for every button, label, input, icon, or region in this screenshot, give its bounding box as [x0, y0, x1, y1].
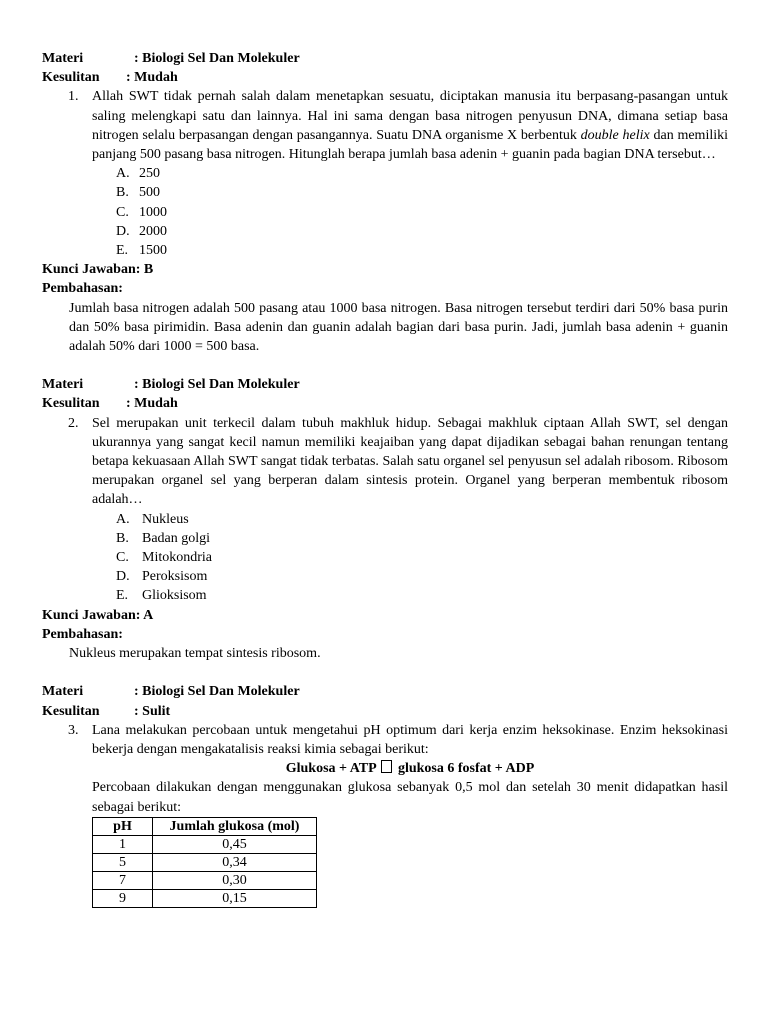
option-letter: C. [116, 550, 129, 566]
arrow-icon [381, 760, 392, 773]
reaction-equation [42, 759, 728, 778]
question-text-part: Sel merupakan unit terkecil dalam tubuh makhluk hidup. Sebagai makhluk ciptaan Allah SWT, sel dengan ukurannya yang sangat kecil namun memiliki keajaiban yang dapat dijadikan sebagai bahan renungan tentang betapa kekuasaan Allah SWT sangat tidak terbatas. Salah satu organel sel penyusun sel adalah ribosom. Ribosom merupakan organel sel yang berperan dalam sintesis protein. Organel yang berperan membentuk ribosom adalah… [92, 415, 728, 508]
option-text: Glioksisom [142, 588, 207, 604]
table-cell-ph: 1 [93, 835, 153, 853]
option-letter: A. [116, 511, 130, 527]
equation-products: glukosa 6 fosfat + ADP [397, 761, 535, 777]
answer-key: Kunci Jawaban: A [42, 607, 154, 623]
table-row [93, 853, 317, 871]
table-row [93, 889, 317, 907]
table-row [93, 835, 317, 853]
table-cell-glukosa: 0,30 [153, 871, 317, 889]
option-text: 2000 [139, 223, 167, 239]
question-text-part: Allah SWT tidak pernah salah dalam menetapkan sesuatu, diciptakan manusia itu berpasang-pasangan untuk saling melengkapi satu dan lainnya. Hal ini sama dengan basa nitrogen penyusun DNA, dimana setiap basa nitrogen selalu berpasangan dengan pasangannya. Suatu DNA organisme X berbentuk [92, 89, 728, 143]
kesulitan-line [42, 702, 728, 721]
materi-label: Materi [42, 684, 84, 700]
answer-options [42, 510, 728, 606]
experiment-description: Percobaan dilakukan dengan menggunakan glukosa sebanyak 0,5 mol dan setelah 30 menit didapatkan hasil sebagai berikut: [92, 780, 728, 815]
option-letter: A. [116, 166, 130, 182]
option-letter: E. [116, 588, 129, 604]
materi-value: : Biologi Sel Dan Molekuler [134, 51, 300, 66]
kesulitan-label: Kesulitan [42, 70, 100, 86]
option-letter: D. [116, 569, 130, 585]
materi-value: : Biologi Sel Dan Molekuler [134, 377, 300, 393]
option-text: 1000 [139, 204, 167, 220]
question-block-2 [42, 375, 728, 663]
table-cell-glukosa: 0,34 [153, 853, 317, 871]
materi-label: Materi [42, 377, 84, 393]
option-text: 1500 [139, 242, 167, 258]
table-row [93, 871, 317, 889]
option-letter: E. [116, 242, 129, 258]
kesulitan-value: : Mudah [126, 70, 178, 86]
option-item [42, 222, 728, 241]
question-block-3 [42, 682, 728, 907]
option-letter: C. [116, 204, 129, 220]
kesulitan-label: Kesulitan [42, 396, 100, 412]
option-text: Nukleus [142, 511, 189, 527]
kesulitan-line [42, 68, 728, 87]
materi-value: : Biologi Sel Dan Molekuler [134, 684, 300, 700]
answer-key: Kunci Jawaban: B [42, 262, 154, 278]
option-item [42, 567, 728, 586]
table-header-ph: pH [93, 817, 153, 835]
pembahasan-text: Jumlah basa nitrogen adalah 500 pasang atau 1000 basa nitrogen. Basa nitrogen tersebut terdiri dari 50% basa purin dan 50% basa pirimidin. Basa adenin dan guanin adalah bagian dari basa purin. Jadi, jumlah basa adenin + guanin adalah 50% dari 1000 = 500 basa. [69, 300, 728, 354]
question-number: 1. [68, 89, 79, 105]
table-cell-ph: 7 [93, 871, 153, 889]
option-letter: D. [116, 223, 130, 239]
question-text [42, 87, 728, 164]
option-letter: B. [116, 530, 129, 546]
table-cell-glukosa: 0,45 [153, 835, 317, 853]
pembahasan-label: Pembahasan: [42, 281, 123, 297]
option-item [42, 164, 728, 183]
document-page [42, 49, 728, 908]
question-number: 3. [68, 722, 79, 738]
table-header-row [93, 817, 317, 835]
option-text: Badan golgi [142, 530, 211, 546]
equation-reactants: Glukosa + ATP [285, 761, 376, 777]
kesulitan-value: : Mudah [126, 396, 178, 412]
kesulitan-value: : Sulit [134, 703, 171, 719]
question-text-part: dan memiliki panjang 500 pasang basa nitrogen. Hitunglah berapa jumlah basa adenin + guanin pada bagian DNA tersebut… [92, 127, 729, 162]
materi-line [42, 49, 728, 68]
option-text: Peroksisom [142, 569, 208, 585]
table-cell-ph: 9 [93, 889, 153, 907]
option-item [42, 510, 728, 529]
question-block-1 [42, 49, 728, 356]
option-item [42, 529, 728, 548]
question-text [42, 414, 728, 510]
materi-line [42, 375, 728, 394]
option-text: 250 [139, 166, 160, 182]
answer-options [42, 164, 728, 260]
results-table [92, 817, 317, 908]
spacer [42, 356, 728, 375]
option-letter: B. [116, 185, 129, 201]
table-cell-glukosa: 0,15 [153, 889, 317, 907]
option-item [42, 241, 728, 260]
pembahasan-label: Pembahasan: [42, 626, 123, 642]
question-text [42, 721, 728, 759]
option-item [42, 183, 728, 202]
question-text-part: Lana melakukan percobaan untuk mengetahui pH optimum dari kerja enzim heksokinase. Enzim heksokinasi bekerja dengan mengakatalisis reaksi kimia sebagai berikut: [92, 722, 728, 757]
table-cell-ph: 5 [93, 853, 153, 871]
option-item [42, 203, 728, 222]
option-text: 500 [139, 185, 160, 201]
table-header-glukosa: Jumlah glukosa (mol) [153, 817, 317, 835]
question-number: 2. [68, 415, 79, 431]
question-italic-term: double helix [580, 127, 650, 143]
materi-line [42, 682, 728, 701]
option-text: Mitokondria [142, 550, 212, 566]
option-item [42, 548, 728, 567]
option-item [42, 586, 728, 605]
kesulitan-line [42, 394, 728, 413]
kesulitan-label: Kesulitan [42, 703, 100, 719]
spacer [42, 663, 728, 682]
pembahasan-text: Nukleus merupakan tempat sintesis ribosom. [69, 646, 321, 661]
materi-label: Materi [42, 51, 84, 66]
